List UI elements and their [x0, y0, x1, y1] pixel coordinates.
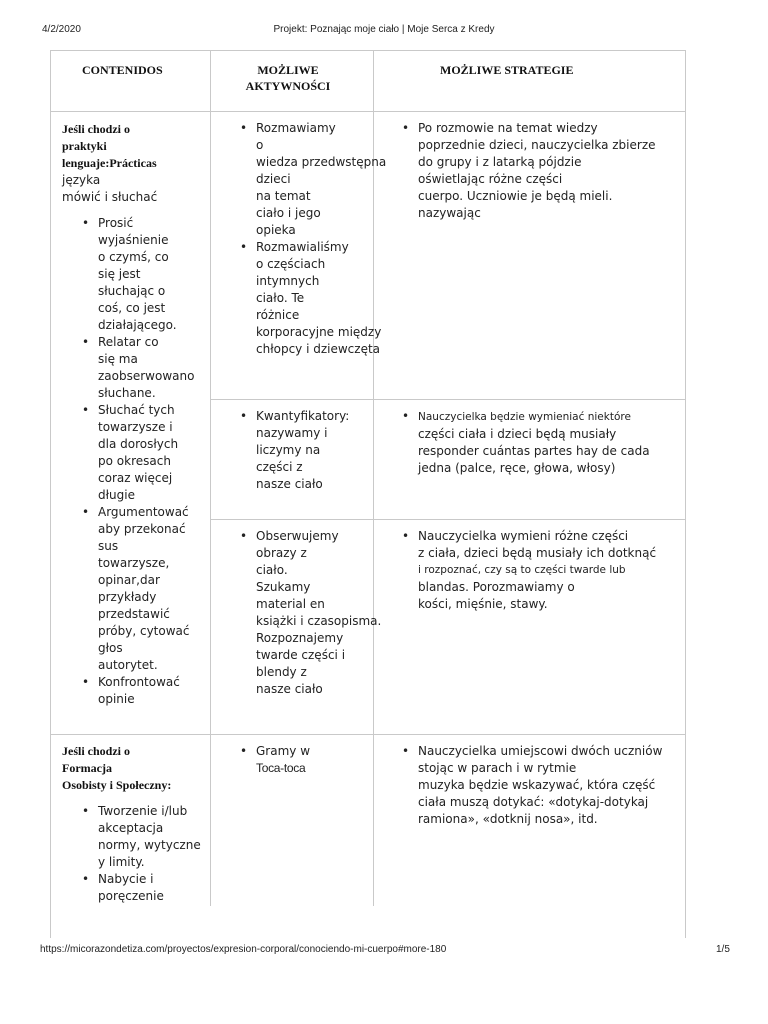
list-item: • Nabycie i poręczenie — [98, 871, 212, 905]
row2-strategy — [418, 743, 686, 828]
list-item: • Argumentować aby przekonać sus towarzysze, opinar,dar przykłady przedstawić próby, cytować głos autorytet. — [98, 504, 212, 674]
strategy-small-line: Nauczycielka będzie wymieniać niektóre — [418, 411, 631, 423]
list-item: • Obserwujemy obrazy z ciało. Szukamy material en książki i czasopisma. Rozpoznajemy twarde części i blendy z nasze ciało — [256, 528, 406, 698]
row1-contents — [62, 121, 212, 708]
row2-contents — [62, 743, 212, 905]
header-contenidos: CONTENIDOS — [82, 63, 163, 77]
activity-line: Toca-toca — [256, 761, 306, 775]
strategy-rest: części ciała i dzieci będą musiały responder cuántas partes hay de cada jedna (palce, ręce, głowa, włosy) — [418, 427, 650, 475]
row2-content-list — [98, 803, 212, 905]
print-page-number: 1/5 — [716, 944, 730, 955]
list-item: • Kwantyfikatory: nazywamy i liczymy na części z nasze ciało — [256, 408, 406, 493]
row1-strategy-1 — [418, 120, 683, 222]
row2-activity — [256, 743, 406, 777]
list-item: • Prosić wyjaśnienie o czymś, co się jest słuchając o coś, co jest działającego. — [98, 215, 212, 334]
activity-list — [256, 120, 406, 358]
list-item: • Konfrontować opinie — [98, 674, 212, 708]
activity-list — [256, 408, 406, 493]
list-item — [418, 528, 683, 613]
strategy-list — [418, 743, 686, 828]
list-item — [418, 408, 683, 477]
activity-list — [256, 528, 406, 698]
row1-activity-1 — [256, 120, 406, 358]
print-url: https://micorazondetiza.com/proyectos/expresion-corporal/conociendo-mi-cuerpo#more-180 — [40, 944, 447, 955]
strategy-small-line: i rozpoznać, czy są to części twarde lub — [418, 564, 626, 576]
header-strategie: MOŻLIWE STRATEGIE — [440, 63, 574, 77]
activity-line: • Gramy w — [256, 744, 311, 758]
row1-strategy-2 — [418, 408, 683, 477]
list-item: • Rozmawiamy o wiedza przedwstępna dzieci na temat ciało i jego opieka — [256, 120, 406, 239]
list-item: • Nauczycielka umiejscowi dwóch uczniów stojąc w parach i w rytmie muzyka będzie wskazywać, która część ciała muszą dotykać: «dotykaj-dotykaj ramiona», «dotknij nosa», itd. — [418, 743, 686, 828]
row1-subtitle: języka mówić i słuchać — [62, 173, 158, 204]
strategy-rest: blandas. Porozmawiamy o kości, mięśnie, stawy. — [418, 580, 575, 611]
row2-title: Jeśli chodzi o Formacja Osobisty i Społeczny: — [62, 744, 172, 792]
row1-activity-3 — [256, 528, 406, 698]
header-aktywnosci: MOŻLIWE AKTYWNOŚCI — [245, 63, 331, 93]
strategy-list — [418, 120, 683, 222]
list-item: • Po rozmowie na temat wiedzy poprzednie dzieci, nauczycielka zbierze do grupy i z latarką pójdzie oświetlając różne części cuerpo. Uczniowie je będą mieli. nazywając — [418, 120, 683, 222]
row1-content-list — [98, 215, 212, 708]
list-item: • Rozmawialiśmy o częściach intymnych ciało. Te różnice korporacyjne między chłopcy i dziewczęta — [256, 239, 406, 358]
strategy-list — [418, 528, 683, 613]
strategy-line: • Nauczycielka wymieni różne części z ciała, dzieci będą musiały ich dotknąć — [418, 529, 657, 560]
print-date: 4/2/2020 — [42, 24, 81, 35]
row1-activity-2 — [256, 408, 406, 493]
activity-list — [256, 743, 406, 777]
list-item: • Relatar co się ma zaobserwowano słuchane. — [98, 334, 212, 402]
row1-strategy-3 — [418, 528, 683, 613]
strategy-list — [418, 408, 683, 477]
list-item — [256, 743, 406, 777]
list-item: • Tworzenie i/lub akceptacja normy, wytyczne y limity. — [98, 803, 212, 871]
row1-title: Jeśli chodzi o praktyki lenguaje:Prácticas — [62, 122, 157, 170]
list-item: • Słuchać tych towarzysze i dla dorosłych po okresach coraz więcej długie — [98, 402, 212, 504]
print-title: Projekt: Poznając moje ciało | Moje Serca z Kredy — [273, 24, 495, 35]
